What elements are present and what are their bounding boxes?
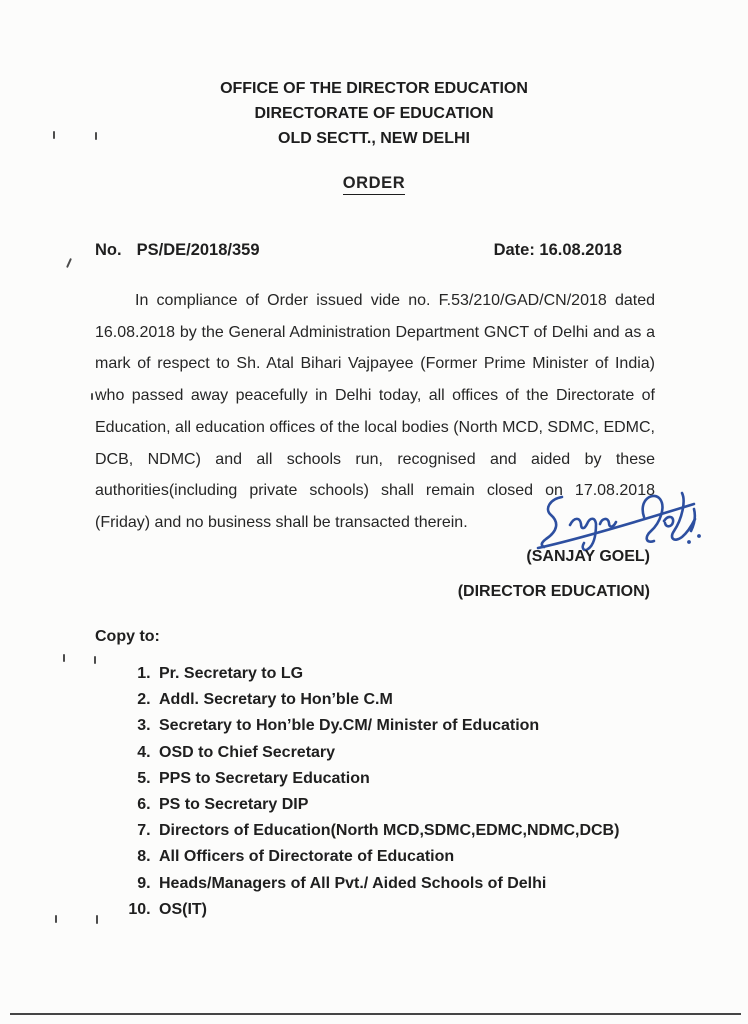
order-body-paragraph: In compliance of Order issued vide no. F.53/210/GAD/CN/2018 dated 16.08.2018 by the General Administration Department GNCT of Delhi and as a mark of respect to Sh. Atal Bihari Vajpayee (Former Prime Minister of India) who passed away peacefully in Delhi today, all offices of the Directorate of Education, all education offices of the local bodies (North MCD, SDMC, EDMC, DCB, NDMC) and all schools run, recognised and aided by these authorities(including private schools) shall remain closed on 17.08.2018 (Friday) and no business shall be transacted therein. <box>95 292 655 531</box>
copy-to-item: 6. PS to Secretary DIP <box>155 792 657 818</box>
copy-to-item: 10. OS(IT) <box>155 897 657 923</box>
copy-to-item: 8. All Officers of Directorate of Education <box>155 844 657 870</box>
scan-artifact <box>63 654 65 662</box>
scan-artifact <box>91 393 93 400</box>
scan-artifact <box>96 915 98 924</box>
copy-to-item: 7. Directors of Education(North MCD,SDMC,EDMC,NDMC,DCB) <box>155 818 657 844</box>
copy-to-item: 3. Secretary to Hon’ble Dy.CM/ Minister of Education <box>155 713 657 739</box>
copy-to-list <box>95 661 657 923</box>
copy-to-section <box>95 628 657 923</box>
ref-date: Date: 16.08.2018 <box>493 241 622 259</box>
copy-to-item: 1. Pr. Secretary to LG <box>155 661 657 687</box>
address-line: OLD SECTT., NEW DELHI <box>278 130 470 147</box>
directorate-name-line: DIRECTORATE OF EDUCATION <box>254 105 494 122</box>
scan-artifact <box>95 132 97 140</box>
order-title: ORDER <box>343 174 406 195</box>
signatory-name: (SANJAY GOEL) <box>526 548 650 565</box>
signature-handwriting <box>534 490 712 556</box>
copy-to-item: 2. Addl. Secretary to Hon’ble C.M <box>155 687 657 713</box>
copy-to-heading: Copy to: <box>95 628 160 645</box>
office-name-line: OFFICE OF THE DIRECTOR EDUCATION <box>220 80 528 97</box>
order-title-row <box>0 174 748 195</box>
copy-to-item: 5. PPS to Secretary Education <box>155 766 657 792</box>
reference-row <box>95 241 655 260</box>
scan-edge-line <box>10 1013 741 1015</box>
scan-artifact <box>94 656 96 664</box>
document-header <box>0 76 748 151</box>
scan-artifact <box>66 258 72 268</box>
signature-block <box>410 490 650 601</box>
scan-artifact <box>55 915 57 923</box>
copy-to-item: 4. OSD to Chief Secretary <box>155 740 657 766</box>
scan-artifact <box>53 131 55 139</box>
ref-number-label: No. <box>95 241 122 259</box>
ref-number: PS/DE/2018/359 <box>136 241 260 259</box>
signatory-designation: (DIRECTOR EDUCATION) <box>457 583 650 600</box>
copy-to-item: 9. Heads/Managers of All Pvt./ Aided Schools of Delhi <box>155 871 657 897</box>
